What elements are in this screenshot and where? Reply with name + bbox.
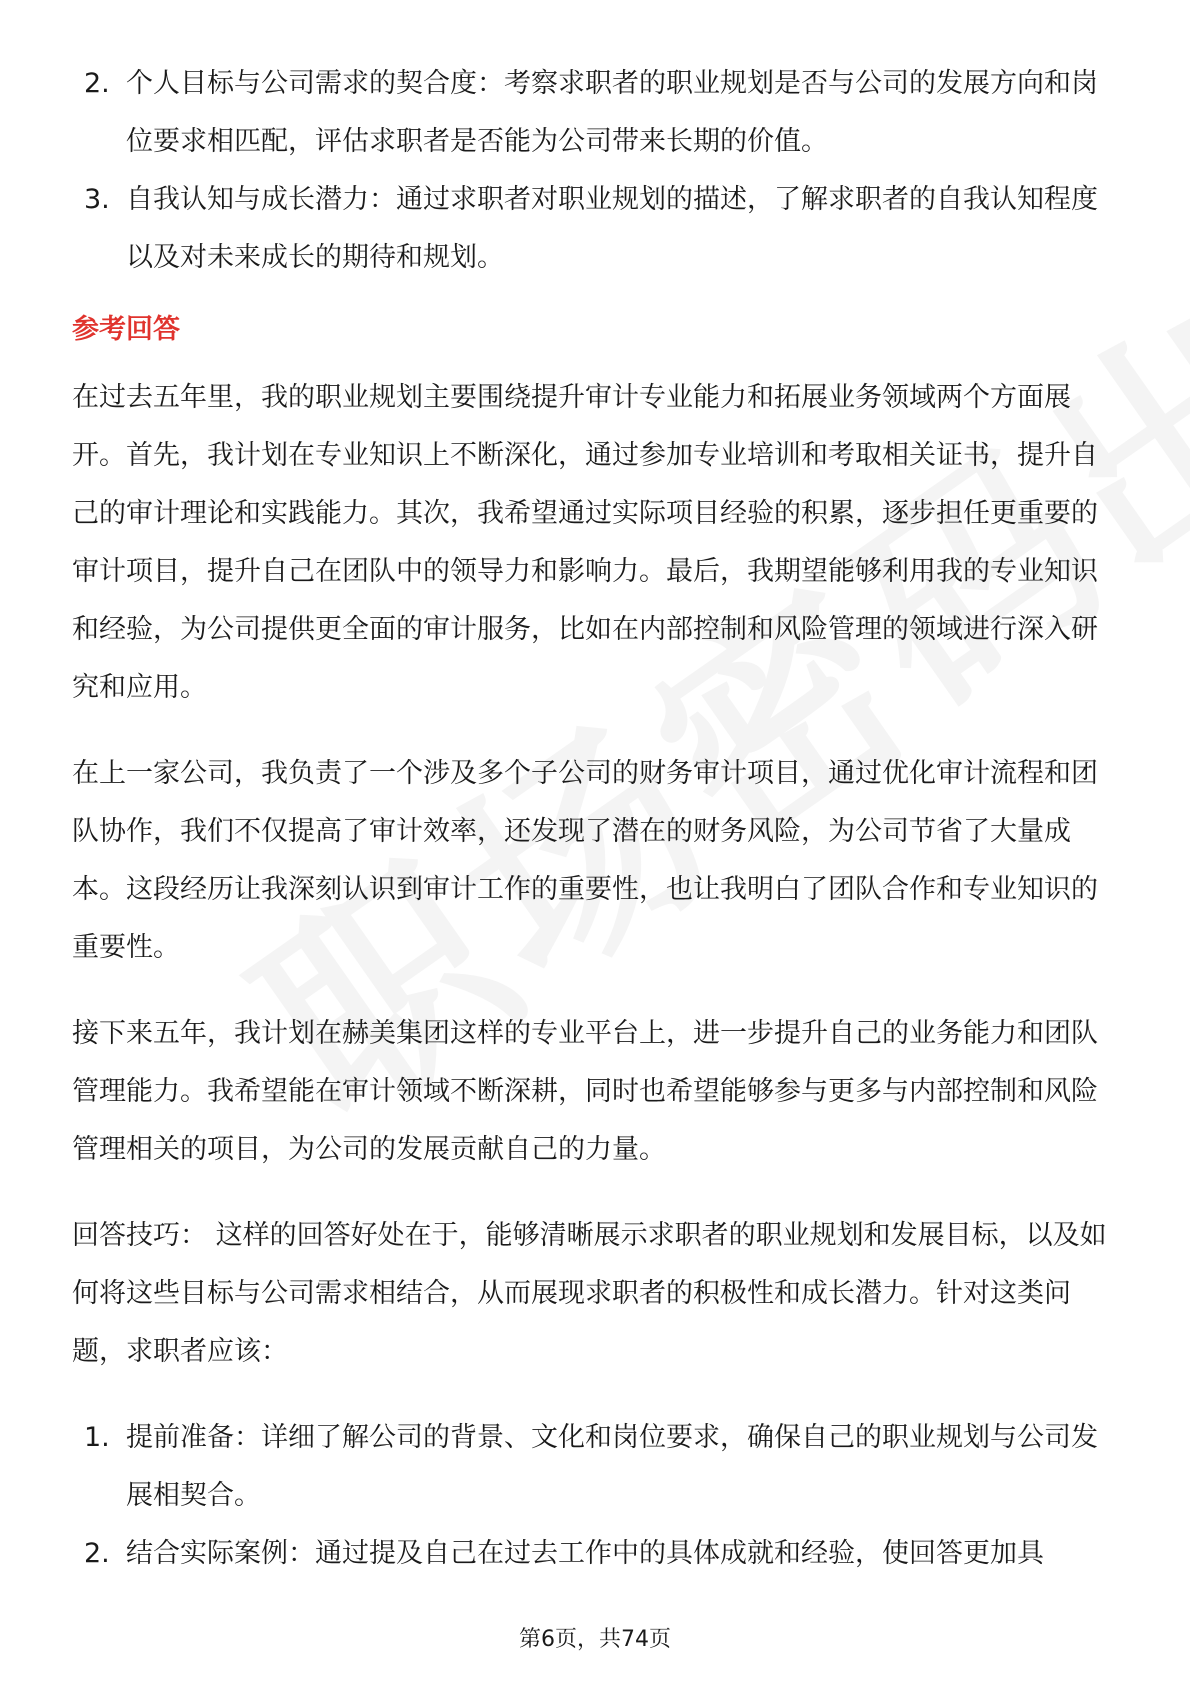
list-item-text: 提前准备：详细了解公司的背景、文化和岗位要求，确保自己的职业规划与公司发展相契合。 <box>126 1422 1098 1511</box>
list-item <box>72 171 1122 287</box>
answer-paragraph: 接下来五年，我计划在赫美集团这样的专业平台上，进一步提升自己的业务能力和团队管理能力。我希望能在审计领域不断深耕，同时也希望能够参与更多与内部控制和风险管理相关的项目，为公司的发展贡献自己的力量。 <box>72 1018 1098 1165</box>
page-content <box>72 55 1122 1583</box>
tips-paragraph: 回答技巧： 这样的回答好处在于，能够清晰展示求职者的职业规划和发展目标，以及如何将这些目标与公司需求相结合，从而展现求职者的积极性和成长潜力。针对这类问题，求职者应该： <box>72 1220 1107 1367</box>
list-item <box>72 55 1122 171</box>
tips-list <box>72 1409 1122 1583</box>
list-item-number: 1. <box>84 1422 110 1453</box>
list-item <box>72 1409 1122 1525</box>
list-item-text: 结合实际案例：通过提及自己在过去工作中的具体成就和经验，使回答更加具 <box>126 1538 1044 1569</box>
list-item <box>72 1525 1122 1583</box>
page-footer: 第6页，共74页 <box>519 1627 671 1652</box>
criteria-list <box>72 55 1122 287</box>
answer-paragraph: 在过去五年里，我的职业规划主要围绕提升审计专业能力和拓展业务领域两个方面展开。首先，我计划在专业知识上不断深化，通过参加专业培训和考取相关证书，提升自己的审计理论和实践能力。其次，我希望通过实际项目经验的积累，逐步担任更重要的审计项目，提升自己在团队中的领导力和影响力。最后，我期望能够利用我的专业知识和经验，为公司提供更全面的审计服务，比如在内部控制和风险管理的领域进行深入研究和应用。 <box>72 382 1098 703</box>
list-item-text: 个人目标与公司需求的契合度：考察求职者的职业规划是否与公司的发展方向和岗位要求相匹配，评估求职者是否能为公司带来长期的价值。 <box>126 68 1098 157</box>
answer-paragraph: 在上一家公司，我负责了一个涉及多个子公司的财务审计项目，通过优化审计流程和团队协作，我们不仅提高了审计效率，还发现了潜在的财务风险，为公司节省了大量成本。这段经历让我深刻认识到审计工作的重要性，也让我明白了团队合作和专业知识的重要性。 <box>72 758 1098 963</box>
list-item-number: 2. <box>84 1538 110 1569</box>
list-item-number: 2. <box>84 68 110 99</box>
list-item-text: 自我认知与成长潜力：通过求职者对职业规划的描述，了解求职者的自我认知程度以及对未来成长的期待和规划。 <box>126 184 1098 273</box>
list-item-number: 3. <box>84 184 110 215</box>
section-heading: 参考回答 <box>72 314 180 345</box>
